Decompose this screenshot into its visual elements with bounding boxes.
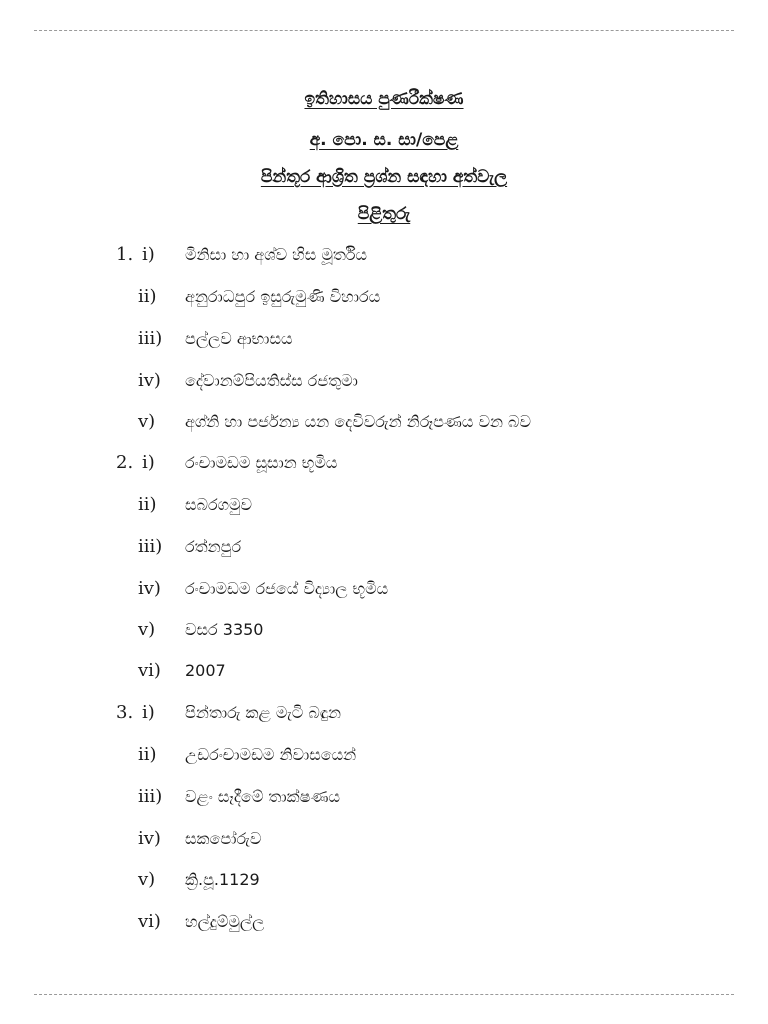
answers-heading: පිළිතුරු [357, 204, 411, 224]
answer-text: හල්දුම්මුල්ල [185, 912, 265, 931]
answer-row-3-4 [0, 824, 768, 854]
answer-index: i) [142, 244, 155, 265]
answer-row-2-3 [0, 532, 768, 562]
answer-text: රංචාමඩම සූසාන භූමිය [185, 453, 338, 472]
answer-text: උඩරංචාමඩම නිවාසයෙන් [185, 745, 357, 764]
answer-row-2-1 [0, 448, 768, 478]
answer-text: අනුරාධපුර ඉසුරුමුණි විහාරය [185, 287, 381, 306]
answer-text: අග්නි හා පර්ජන්‍ය යන දෙවිවරුන් නිරූපණය වන බව [185, 412, 531, 431]
answer-index: iv) [138, 578, 161, 599]
answer-index: v) [138, 869, 156, 890]
answer-index: v) [138, 619, 156, 640]
answer-text: පින්තාරු කළ මැටි බඳුන [185, 703, 341, 722]
answer-text: දේවානම්පියතිස්ස රජතුමා [185, 371, 358, 390]
answer-index: ii) [138, 744, 157, 765]
answer-index: vi) [138, 911, 161, 932]
answer-text: සකපෝරුව [185, 829, 262, 848]
answer-index: iv) [138, 370, 161, 391]
answer-index: v) [138, 411, 156, 432]
answer-text: පල්ලව ආභාසය [185, 329, 293, 348]
document-title: ඉතිහාසය පුණරීක්ෂණ [304, 89, 464, 109]
answer-index: i) [142, 452, 155, 473]
answer-row-2-6 [0, 656, 768, 686]
question-number: 2. [116, 452, 134, 473]
answer-text: රංචාමඩම රජයේ විද්‍යාල භූමිය [185, 579, 389, 598]
answer-row-3-3 [0, 782, 768, 812]
answer-row-1-1 [0, 240, 768, 270]
answer-index: ii) [138, 286, 157, 307]
answer-row-1-2 [0, 282, 768, 312]
answer-row-2-4 [0, 574, 768, 604]
answer-index: iii) [138, 328, 163, 349]
bottom-dashed-divider [34, 994, 734, 995]
answer-row-1-3 [0, 324, 768, 354]
answer-text: මිනිසා හා අශ්ව හිස මූර්තිය [185, 245, 368, 264]
answer-index: iv) [138, 828, 161, 849]
question-number: 1. [116, 244, 134, 265]
answer-row-3-5 [0, 865, 768, 895]
answer-row-2-2 [0, 490, 768, 520]
answer-text: වළං සෑදීමේ තාක්ෂණය [185, 787, 340, 806]
guide-subtitle: පින්තූර ආශ්‍රිත ප්‍රශ්න සඳහා අත්වැල [260, 167, 508, 187]
answer-text: රත්නපුර [185, 537, 242, 556]
answer-text: වසර 3350 [185, 620, 264, 639]
answer-index: ii) [138, 494, 157, 515]
answer-index: vi) [138, 660, 161, 681]
answer-row-1-4 [0, 366, 768, 396]
answer-row-1-5 [0, 407, 768, 437]
answer-index: i) [142, 702, 155, 723]
question-number: 3. [116, 702, 134, 723]
answer-row-2-5 [0, 615, 768, 645]
answer-text: 2007 [185, 661, 226, 680]
answer-row-3-2 [0, 740, 768, 770]
answer-index: iii) [138, 786, 163, 807]
exam-level-subtitle: අ. පො. ස. සා/පෙළ [309, 130, 459, 150]
answer-text: ක්‍රි.පූ.1129 [185, 870, 260, 889]
answer-row-3-6 [0, 907, 768, 937]
answer-text: සබරගමුව [185, 495, 253, 514]
answer-row-3-1 [0, 698, 768, 728]
answer-index: iii) [138, 536, 163, 557]
